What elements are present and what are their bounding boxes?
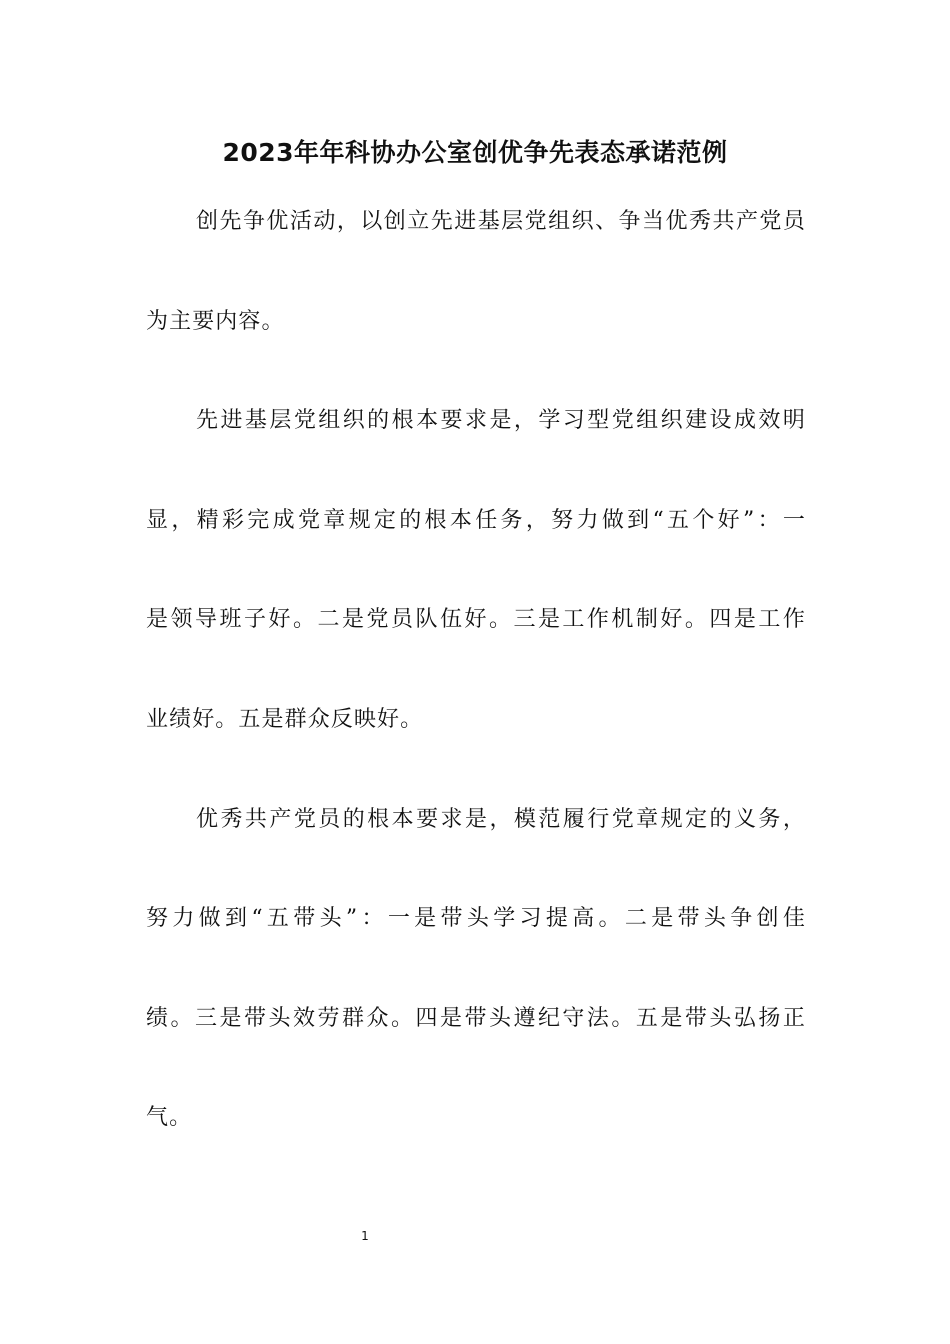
document-title: 2023年年科协办公室创优争先表态承诺范例 [222,138,728,167]
paragraph-3-line-3: 绩。三是带头效劳群众。四是带头遵纪守法。五是带头弘扬正 [146,1006,806,1031]
paragraph-2-line-2: 显，精彩完成党章规定的根本任务，努力做到“五个好”：一 [146,508,806,533]
paragraph-3-line-1: 优秀共产党员的根本要求是，模范履行党章规定的义务， [196,807,806,832]
paragraph-3-line-2: 努力做到“五带头”：一是带头学习提高。二是带头争创佳 [146,906,806,931]
paragraph-2-line-1: 先进基层党组织的根本要求是，学习型党组织建设成效明 [196,408,806,433]
page-number: 1 [361,1229,369,1243]
paragraph-1-line-2: 为主要内容。 [146,309,285,334]
paragraph-3-line-4: 气。 [146,1105,193,1130]
paragraph-1-line-1: 创先争优活动，以创立先进基层党组织、争当优秀共产党员 [196,209,806,234]
paragraph-2-line-4: 业绩好。五是群众反映好。 [146,707,424,732]
paragraph-2-line-3: 是领导班子好。二是党员队伍好。三是工作机制好。四是工作 [146,607,806,632]
